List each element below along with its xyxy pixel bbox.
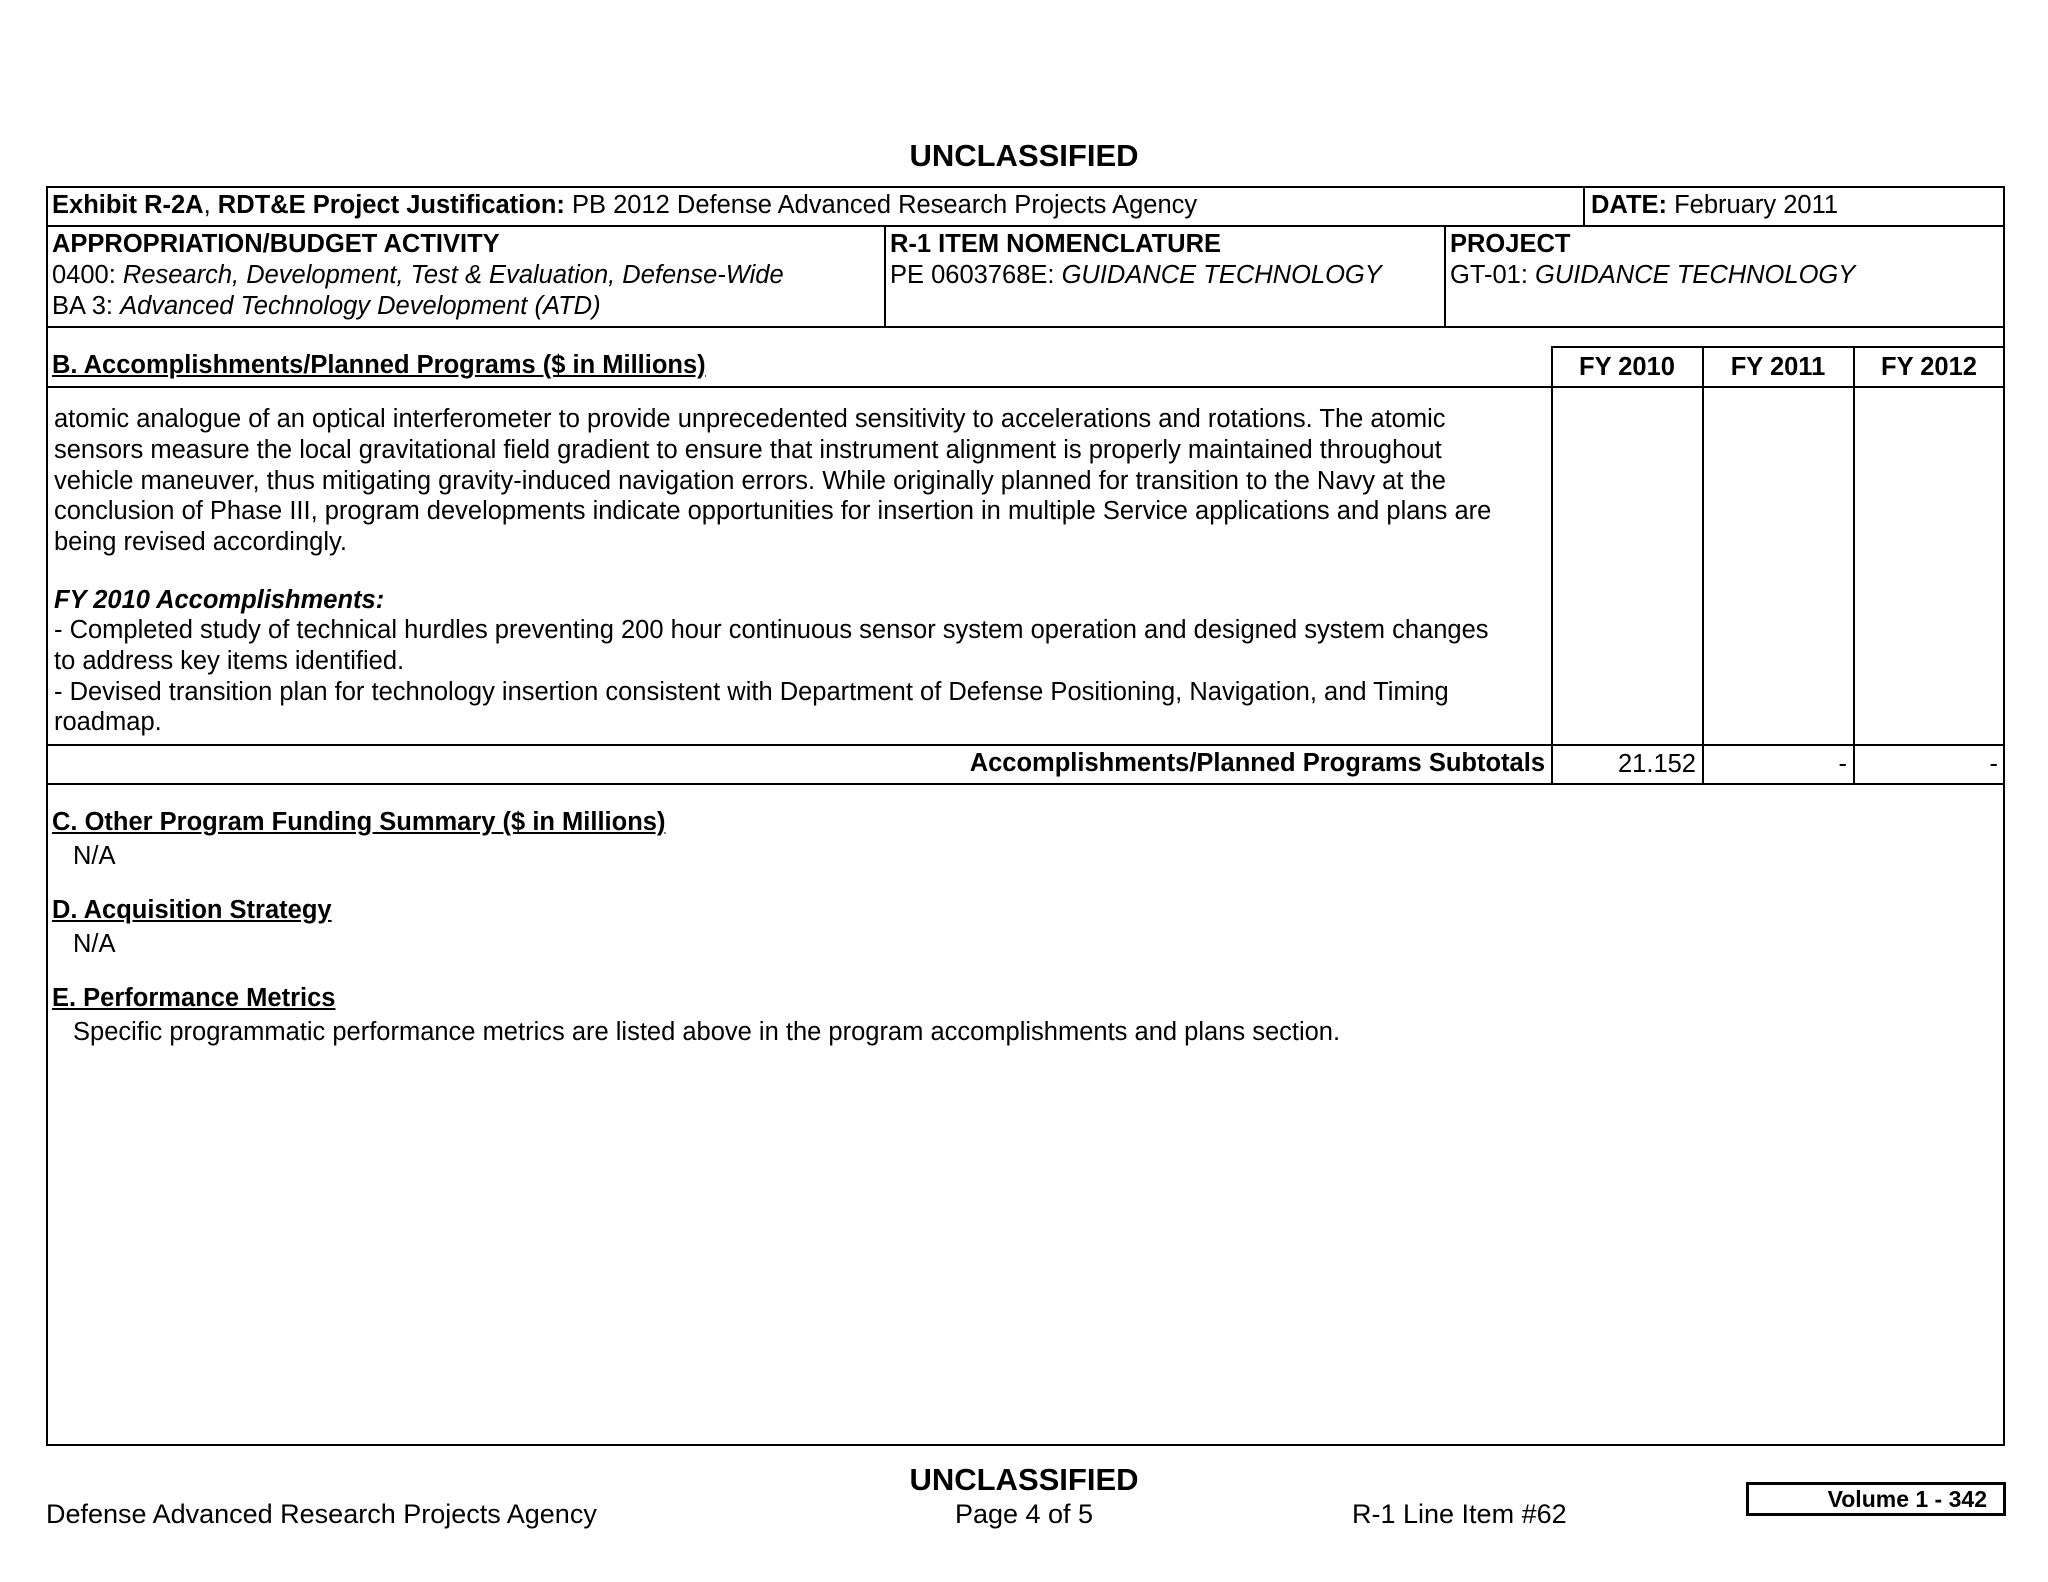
r1-item-value [890, 260, 1382, 291]
date-label: DATE: [1591, 191, 1668, 219]
section-c-text: N/A [73, 842, 116, 870]
appropriation-code: 0400: [52, 261, 116, 289]
divider [46, 326, 2005, 328]
r1-item-code: PE 0603768E: [890, 261, 1055, 289]
accomplishment-line: roadmap. [54, 708, 162, 737]
section-c-title: C. Other Program Funding Summary ($ in Millions) [52, 808, 666, 836]
project-value [1450, 260, 1855, 291]
appropriation-line-1 [52, 260, 784, 291]
divider [1583, 186, 1585, 226]
footer-agency: Defense Advanced Research Projects Agency [46, 1499, 597, 1529]
subtotal-fy2010: 21.152 [1618, 750, 1696, 778]
subtotal-label: Accomplishments/Planned Programs Subtotals [969, 749, 1545, 777]
divider [46, 386, 2005, 388]
budget-activity-code: BA 3: [52, 292, 113, 320]
divider [1702, 346, 1704, 783]
section-d-text: N/A [73, 930, 116, 958]
r1-item-label: R-1 ITEM NOMENCLATURE [890, 230, 1222, 258]
description-line: conclusion of Phase III, program developments indicate opportunities for insertion in multiple Service applications and plans are [54, 497, 1492, 526]
date-value: February 2011 [1674, 191, 1839, 219]
accomplishment-line: - Completed study of technical hurdles preventing 200 hour continuous sensor system operation and designed system changes [54, 616, 1489, 644]
accomplishment-line: to address key items identified. [54, 646, 405, 675]
divider [1444, 225, 1446, 327]
description-line: sensors measure the local gravitational field gradient to ensure that instrument alignment is properly maintained throughout [54, 435, 1442, 464]
fy-header-2011: FY 2011 [1730, 353, 1826, 381]
exhibit-title [52, 190, 1197, 221]
subtotal-fy2012: - [1989, 750, 1998, 778]
divider [46, 783, 2005, 785]
accomplishment-line: - Devised transition plan for technology insertion consistent with Department of Defense Positioning, Navigation, and Timing [54, 677, 1449, 706]
divider [884, 225, 886, 327]
exhibit-separator: , [203, 191, 211, 219]
appropriation-line-2 [52, 291, 601, 322]
classification-bottom: UNCLASSIFIED [909, 1462, 1139, 1497]
budget-activity-desc: Advanced Technology Development (ATD) [120, 292, 601, 320]
divider [46, 744, 2005, 746]
subtotal-fy2011: - [1838, 750, 1847, 778]
description-line: being revised accordingly. [54, 528, 347, 557]
section-e-text: Specific programmatic performance metrics are listed above in the program accomplishments and plans section. [73, 1018, 1341, 1046]
exhibit-label: Exhibit R-2A [52, 191, 204, 219]
fy-header-2012: FY 2012 [1881, 353, 1977, 381]
justification-label: RDT&E Project Justification: [217, 191, 565, 219]
fy-header-2010: FY 2010 [1579, 353, 1675, 381]
project-code: GT-01: [1450, 261, 1528, 289]
footer-line-item: R-1 Line Item #62 [1352, 1499, 1567, 1529]
divider [46, 225, 2005, 227]
description-line: vehicle maneuver, thus mitigating gravity-induced navigation errors. While originally planned for transition to the Navy at the [54, 466, 1446, 495]
footer-page-number: Page 4 of 5 [954, 1499, 1094, 1529]
divider [1853, 346, 1855, 783]
program-description [54, 404, 1554, 558]
volume-box [1746, 1482, 2006, 1516]
project-label: PROJECT [1450, 230, 1571, 258]
budget-name: PB 2012 Defense Advanced Research Projects Agency [572, 191, 1198, 219]
section-b-title: B. Accomplishments/Planned Programs ($ in Millions) [52, 351, 706, 379]
date-field [1591, 190, 1838, 221]
accomplishments-heading: FY 2010 Accomplishments: [54, 586, 385, 614]
project-name: GUIDANCE TECHNOLOGY [1535, 261, 1856, 289]
accomplishments-list [54, 615, 1489, 738]
description-line: atomic analogue of an optical interferometer to provide unprecedented sensitivity to accelerations and rotations. The atomic [54, 405, 1446, 433]
classification-top: UNCLASSIFIED [909, 138, 1139, 173]
appropriation-label: APPROPRIATION/BUDGET ACTIVITY [52, 230, 500, 258]
section-e-title: E. Performance Metrics [52, 984, 336, 1012]
r1-item-name: GUIDANCE TECHNOLOGY [1061, 261, 1382, 289]
volume-label: Volume 1 - 342 [1827, 1486, 1987, 1512]
appropriation-desc: Research, Development, Test & Evaluation, Defense-Wide [122, 261, 784, 289]
section-d-title: D. Acquisition Strategy [52, 896, 332, 924]
